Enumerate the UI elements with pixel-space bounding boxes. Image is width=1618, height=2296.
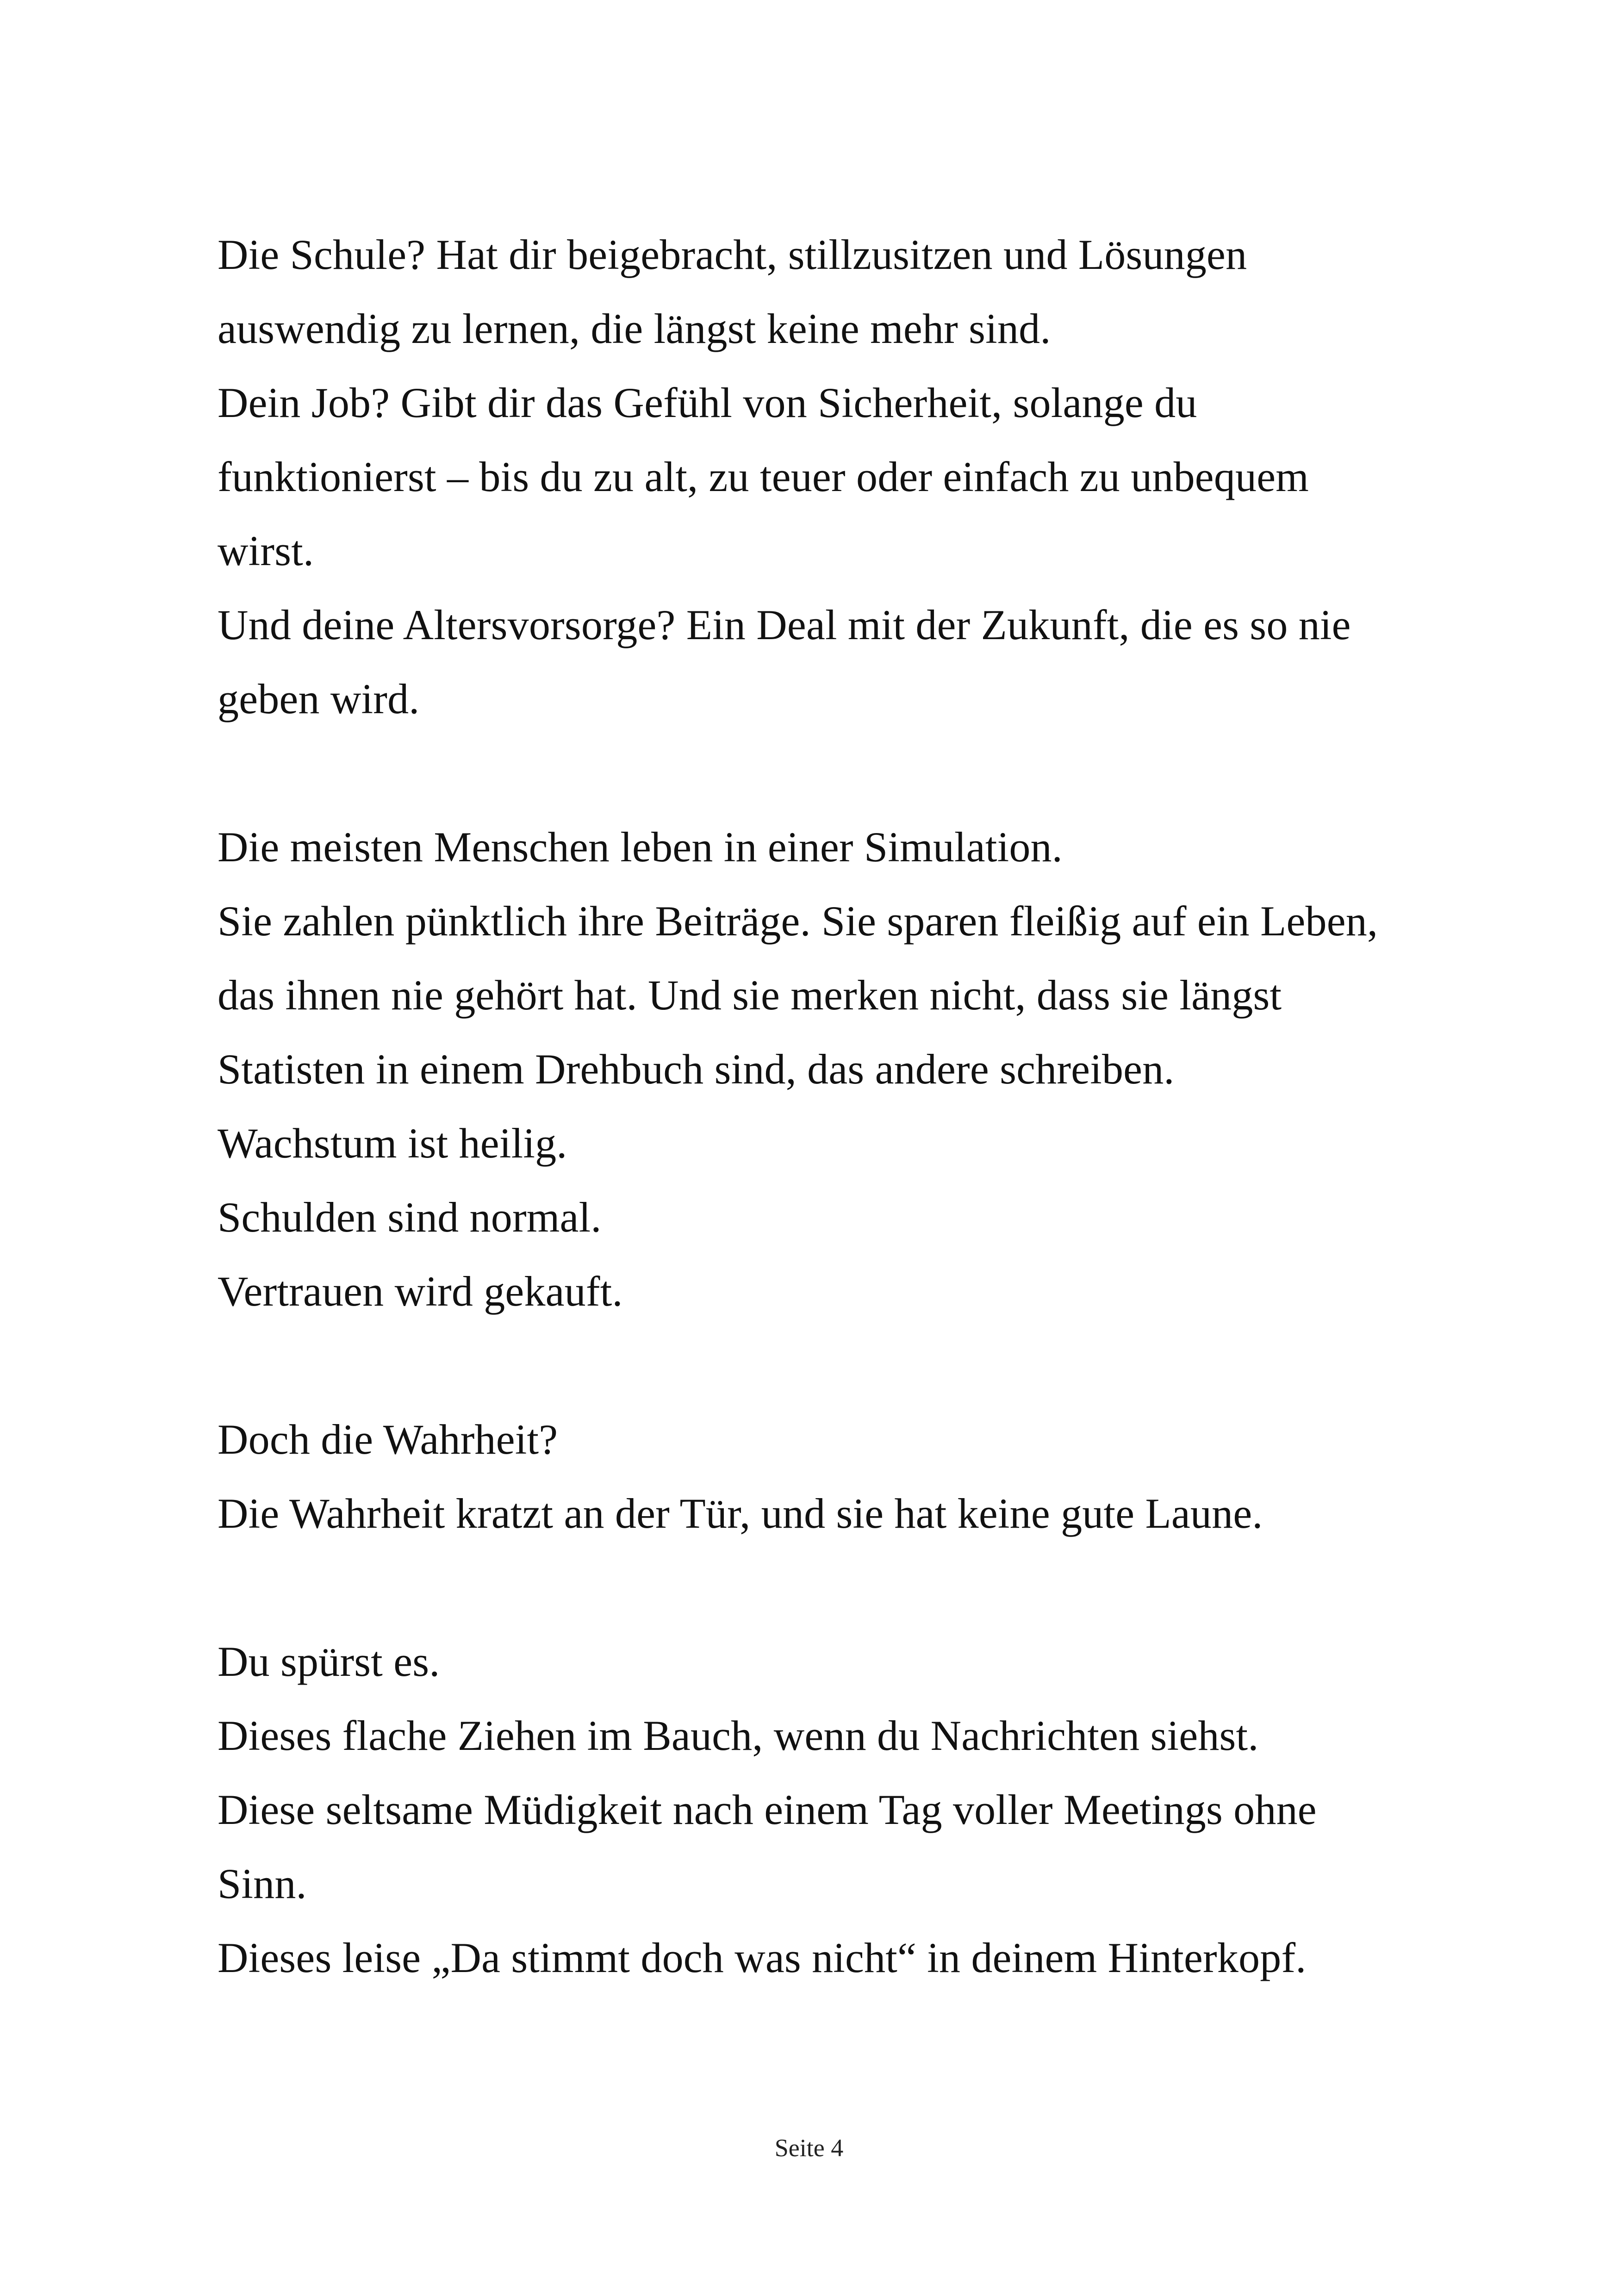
text-line: das ihnen nie gehört hat. Und sie merken nicht, dass sie längst xyxy=(218,971,1282,1019)
text-line: Sinn. xyxy=(218,1860,307,1907)
text-line: auswendig zu lernen, die längst keine mehr sind. xyxy=(218,305,1051,352)
text-line: funktionierst – bis du zu alt, zu teuer oder einfach zu unbequem xyxy=(218,453,1309,500)
text-line: wirst. xyxy=(218,527,314,574)
paragraph xyxy=(218,1624,1402,1995)
body-text xyxy=(218,218,1402,1995)
text-line: Du spürst es. xyxy=(218,1638,440,1685)
paragraph-spacer xyxy=(218,1328,1402,1402)
text-line: Dieses flache Ziehen im Bauch, wenn du Nachrichten siehst. xyxy=(218,1712,1259,1759)
paragraph-spacer xyxy=(218,1550,1402,1624)
text-line: Und deine Altersvorsorge? Ein Deal mit der Zukunft, die es so nie xyxy=(218,601,1351,648)
paragraph xyxy=(218,1402,1402,1550)
text-line: Wachstum ist heilig. xyxy=(218,1120,567,1167)
text-line: Die Schule? Hat dir beigebracht, stillzusitzen und Lösungen xyxy=(218,231,1247,278)
paragraph xyxy=(218,218,1402,736)
text-line: Sie zahlen pünktlich ihre Beiträge. Sie sparen fleißig auf ein Leben, xyxy=(218,897,1378,945)
text-line: Die Wahrheit kratzt an der Tür, und sie hat keine gute Laune. xyxy=(218,1490,1263,1537)
text-line: geben wird. xyxy=(218,675,420,722)
text-line: Vertrauen wird gekauft. xyxy=(218,1268,623,1315)
text-line: Doch die Wahrheit? xyxy=(218,1416,558,1463)
paragraph-spacer xyxy=(218,736,1402,810)
text-line: Dieses leise „Da stimmt doch was nicht“ in deinem Hinterkopf. xyxy=(218,1934,1307,1981)
page-number: Seite 4 xyxy=(774,2134,844,2162)
text-line: Dein Job? Gibt dir das Gefühl von Sicherheit, solange du xyxy=(218,379,1197,426)
paragraph xyxy=(218,810,1402,1328)
text-line: Schulden sind normal. xyxy=(218,1194,602,1241)
text-line: Diese seltsame Müdigkeit nach einem Tag voller Meetings ohne xyxy=(218,1786,1317,1833)
text-line: Die meisten Menschen leben in einer Simulation. xyxy=(218,823,1063,871)
text-line: Statisten in einem Drehbuch sind, das andere schreiben. xyxy=(218,1045,1175,1093)
